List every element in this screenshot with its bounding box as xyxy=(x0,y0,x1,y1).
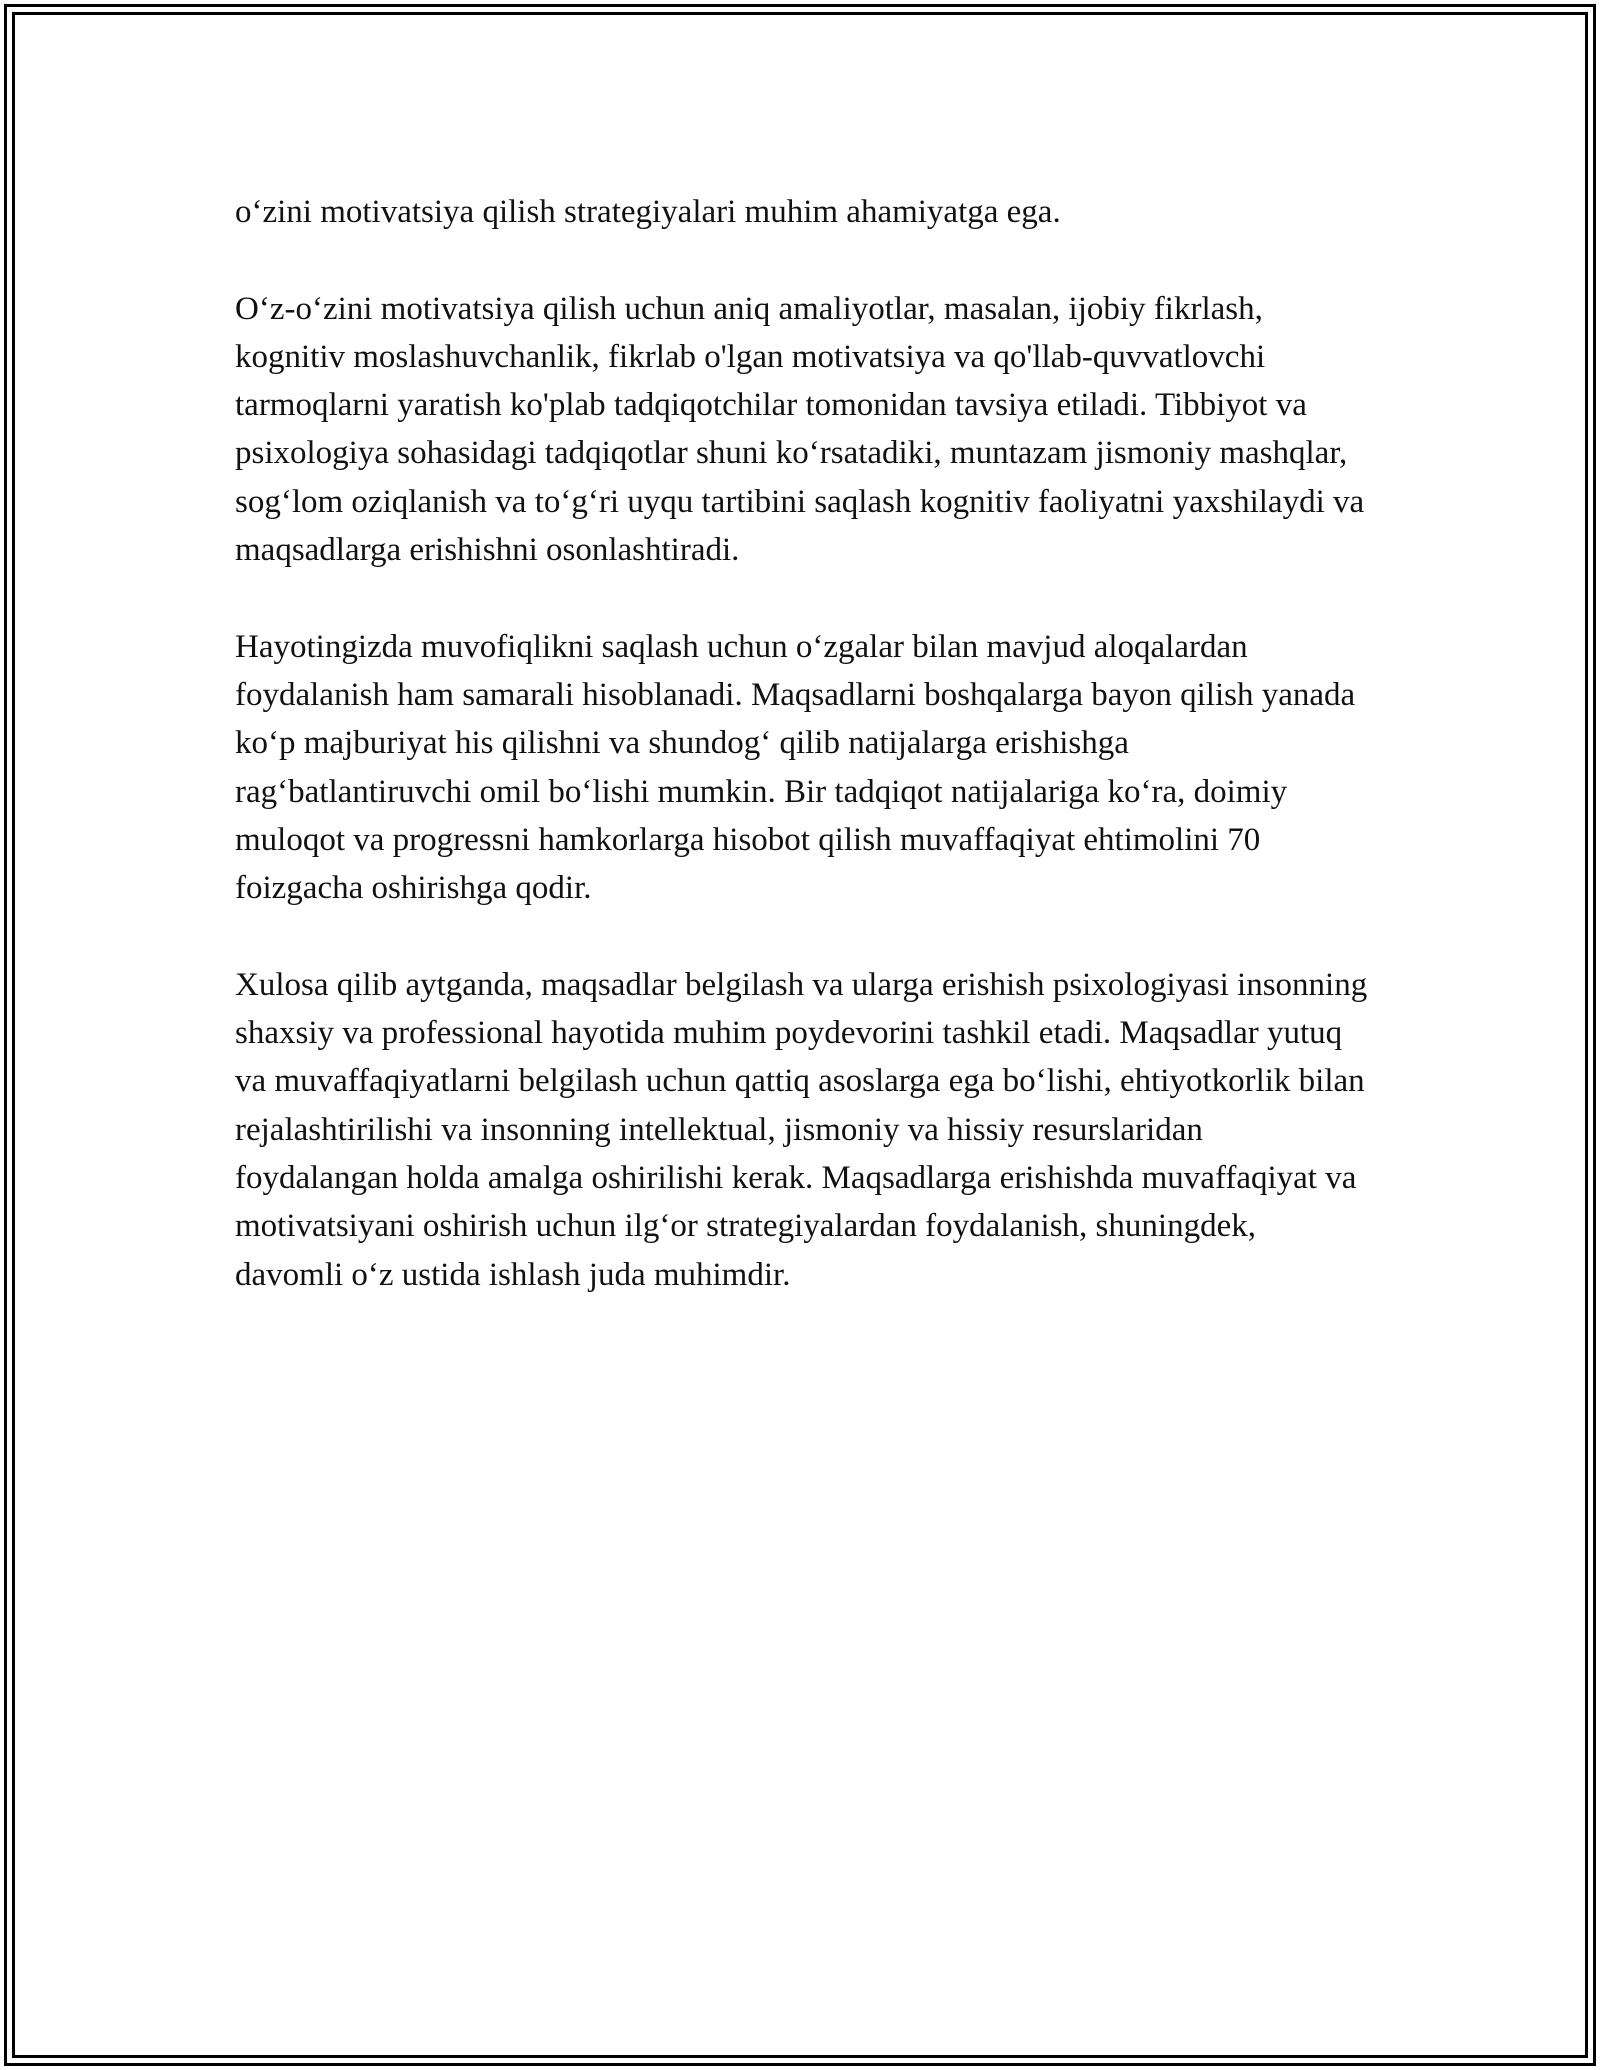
paragraph-4: Xulosa qilib aytganda, maqsadlar belgilash va ularga erishish psixologiyasi insonning shaxsiy va professional hayotida muhim poydevorini tashkil etadi. Maqsadlar yutuq va muvaffaqiyatlarni belgilash uchun qattiq asoslarga ega bo‘lishi, ehtiyotkorlik bilan rejalashtirilishi va insonning intellektual, jismoniy va hissiy resurslaridan foydalangan holda amalga oshirilishi kerak. Maqsadlarga erishishda muvaffaqiyat va motivatsiyani oshirish uchun ilg‘or strategiyalardan foydalanish, shuningdek, davomli o‘z ustida ishlash juda muhimdir. xyxy=(235,966,1368,1293)
paragraph-1: o‘zini motivatsiya qilish strategiyalari muhim ahamiyatga ega. xyxy=(235,194,1061,230)
document-body xyxy=(235,188,1370,1299)
paragraph-2: O‘z-o‘zini motivatsiya qilish uchun aniq amaliyotlar, masalan, ijobiy fikrlash, kognitiv moslashuvchanlik, fikrlab o'lgan motivatsiya va qo'llab-quvvatlovchi tarmoqlarni yaratish ko'plab tadqiqotchilar tomonidan tavsiya etiladi. Tibbiyot va psixologiya sohasidagi tadqiqotlar shuni ko‘rsatadiki, muntazam jismoniy mashqlar, sog‘lom oziqlanish va to‘g‘ri uyqu tartibini saqlash kognitiv faoliyatni yaxshilaydi va maqsadlarga erishishni osonlashtiradi. xyxy=(235,290,1365,569)
paragraph-3: Hayotingizda muvofiqlikni saqlash uchun o‘zgalar bilan mavjud aloqalardan foydalanish ham samarali hisoblanadi. Maqsadlarni boshqalarga bayon qilish yanada ko‘p majburiyat his qilishni va shundog‘ qilib natijalarga erishishga rag‘batlantiruvchi omil bo‘lishi mumkin. Bir tadqiqot natijalariga ko‘ra, doimiy muloqot va progressni hamkorlarga hisobot qilish muvaffaqiyat ehtimolini 70 foizgacha oshirishga qodir. xyxy=(235,628,1356,907)
